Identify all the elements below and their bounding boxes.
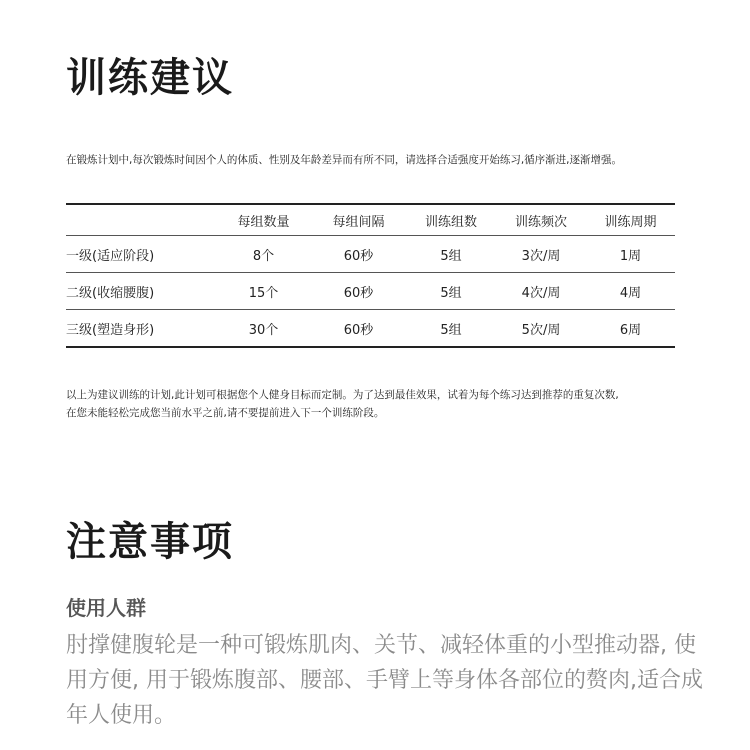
table-cell: 3次/周: [521, 248, 561, 264]
target-users-heading: 使用人群: [66, 596, 146, 620]
target-users-text: 肘撑健腹轮是一种可锻炼肌肉、关节、减轻体重的小型推动器, 使用方便, 用于锻炼腹部、腰部、手臂上等身体各部位的赘肉,适合成年人使用。: [66, 633, 703, 728]
table-cell: 60秒: [343, 248, 374, 264]
table-cell: 1周: [619, 248, 642, 264]
table-cell: 5组: [440, 285, 462, 301]
footnote-line: 以上为建议训练的计划,此计划可根据您个人健身目标而定制。为了达到最佳效果，试着为每个练习达到推荐的重复次数,: [66, 389, 619, 401]
header-cell: 训练周期: [604, 214, 657, 230]
table-cell: 6周: [619, 322, 642, 338]
header-cell: 训练组数: [424, 214, 477, 230]
table-row: [66, 236, 675, 273]
table-cell: 5次/周: [521, 322, 561, 338]
table-cell: 5组: [440, 322, 462, 338]
table-cell: 60秒: [343, 285, 374, 301]
header-cell: [66, 204, 216, 236]
footnote-line: 在您未能轻松完成您当前水平之前,请不要提前进入下一个训练阶段。: [66, 407, 385, 419]
table-cell: 8个: [252, 248, 275, 264]
table-row: [66, 310, 675, 348]
header-cell: 每组间隔: [332, 214, 385, 230]
table-cell: 30个: [248, 322, 279, 338]
table-cell: 60秒: [343, 322, 374, 338]
level-cell: 三级(塑造身形): [66, 322, 155, 338]
table-cell: 4次/周: [521, 285, 561, 301]
level-cell: 一级(适应阶段): [66, 248, 155, 264]
level-cell: 二级(收缩腰腹): [66, 285, 155, 301]
table-cell: 15个: [248, 285, 279, 301]
training-intro: 在锻炼计划中,每次锻炼时间因个人的体质、性别及年龄差异而有所不同，请选择合适强度开始练习,循序渐进,逐渐增强。: [66, 154, 623, 166]
header-cell: 训练频次: [514, 214, 567, 230]
training-plan-table: [66, 203, 675, 348]
training-footnote: [66, 386, 706, 422]
header-cell: 每组数量: [237, 214, 290, 230]
table-row: [66, 273, 675, 310]
notes-title: 注意事项: [66, 519, 234, 565]
training-title: 训练建议: [66, 55, 234, 101]
table-header-row: [66, 204, 675, 236]
table-cell: 5组: [440, 248, 462, 264]
table-cell: 4周: [619, 285, 642, 301]
